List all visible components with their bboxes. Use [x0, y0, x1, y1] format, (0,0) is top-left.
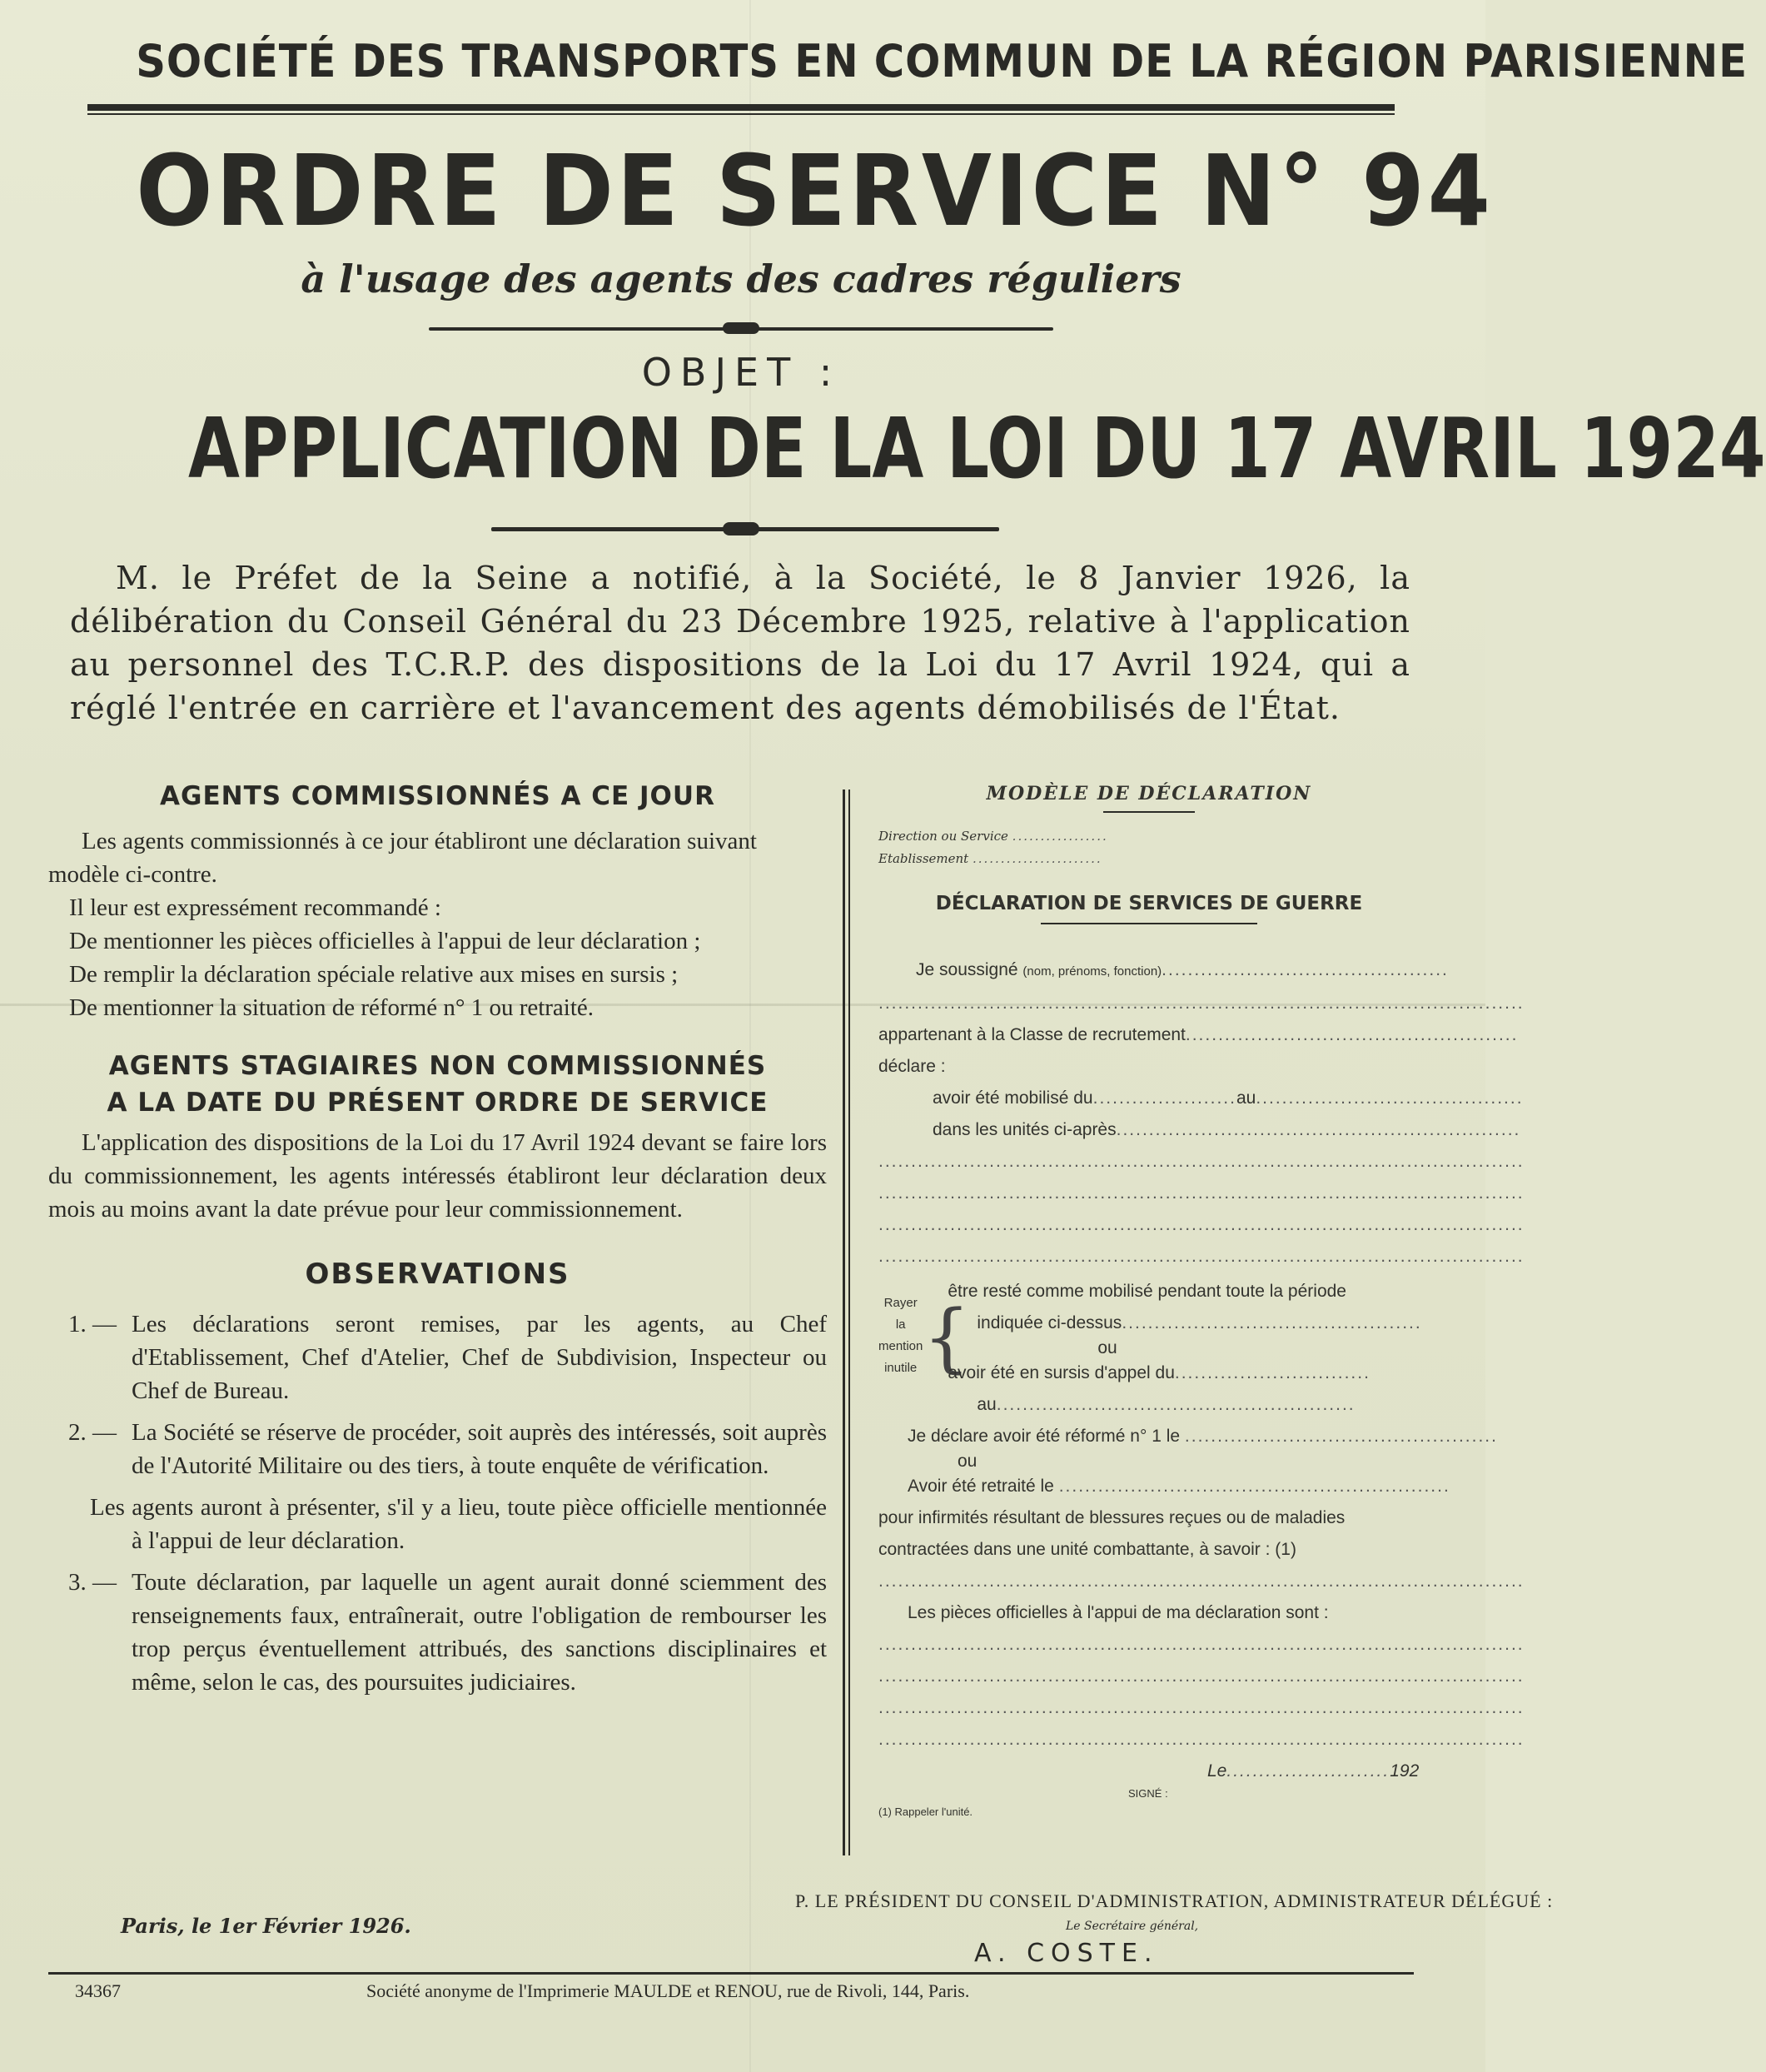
- je-soussigne-field: Je soussigné (nom, prénoms, fonction)............................................: [916, 960, 1449, 979]
- blank-line: ...................................................................................................: [878, 1571, 1525, 1591]
- section-title-trainees-line2: A LA DATE DU PRÉSENT ORDRE DE SERVICE: [107, 1088, 769, 1118]
- order-subtitle: à l'usage des agents des cadres réguliers: [301, 257, 1181, 301]
- observation-text: Les agents auront à présenter, s'il y a lieu, toute pièce officielle mentionnée à l'appui de leur déclaration.: [90, 1494, 827, 1554]
- column-divider: [843, 789, 845, 1855]
- observation-text: Toute déclaration, par laquelle un agent aurait donné sciemment des renseignements faux, entraînerait, outre l'obligation de rembourser les trop perçus éventuellement attribués, des sanctions disciplinaires et même, selon le cas, des poursuites judiciaires.: [132, 1569, 827, 1696]
- declaration-title: DÉCLARATION DE SERVICES DE GUERRE: [935, 893, 1363, 914]
- blank-line: ...................................................................................................: [878, 994, 1525, 1013]
- ornament-dot: [723, 322, 759, 334]
- paragraph: De mentionner la situation de réformé n° 1 ou retraité.: [69, 994, 594, 1021]
- signature-label: SIGNÉ :: [1128, 1787, 1168, 1800]
- ou-text: ou: [958, 1452, 978, 1471]
- paragraph: Il leur est expressément recommandé :: [69, 894, 441, 921]
- observation-number: 1. —: [68, 1311, 117, 1337]
- rayer-block: [878, 1276, 1420, 1421]
- reste-mobilise-text: être resté comme mobilisé pendant toute la période: [948, 1282, 1346, 1301]
- blank-line: ...................................................................................................: [878, 1698, 1525, 1717]
- paragraph: De mentionner les pièces officielles à l'appui de leur déclaration ;: [69, 928, 701, 954]
- classe-field: appartenant à la Classe de recrutement...................................................: [878, 1025, 1519, 1044]
- observation-item: [48, 1566, 827, 1699]
- ou-text: ou: [1097, 1338, 1117, 1357]
- rayer-note: Rayer la mention inutile: [878, 1296, 923, 1375]
- issue-date: Paris, le 1er Février 1926.: [121, 1914, 411, 1938]
- model-title: MODÈLE DE DÉCLARATION: [986, 783, 1312, 804]
- blank-line: ...................................................................................................: [878, 1247, 1525, 1266]
- sursis-field: avoir été en sursis d'appel du..............................: [948, 1363, 1371, 1382]
- direction-field: Direction ou Service .................: [878, 829, 1108, 844]
- observation-item: [48, 1307, 827, 1407]
- observations-title: OBSERVATIONS: [305, 1258, 570, 1291]
- etablissement-field: Etablissement .......................: [878, 851, 1102, 866]
- header-rule: [87, 104, 1395, 111]
- blank-line: ...................................................................................................: [878, 1183, 1525, 1203]
- section-title-commissioned: AGENTS COMMISSIONNÉS A CE JOUR: [160, 781, 715, 811]
- mobilise-field: avoir été mobilisé du......................au.........................................: [933, 1088, 1524, 1108]
- observation-text: La Société se réserve de procéder, soit auprès des intéressés, soit auprès de l'Autorité Militaire ou des tiers, à toute enquête de vérification.: [132, 1419, 827, 1479]
- print-number: 34367: [75, 1980, 121, 2001]
- header-rule-thin: [87, 113, 1395, 115]
- declare-label: déclare :: [878, 1057, 946, 1076]
- paragraph: De remplir la déclaration spéciale relative aux mises en sursis ;: [69, 961, 679, 988]
- object-title: APPLICATION DE LA LOI DU 17 AVRIL 1924: [188, 400, 1766, 497]
- retraite-field: Avoir été retraité le ............................................................: [908, 1477, 1450, 1496]
- observation-text: Les déclarations seront remises, par les agents, au Chef d'Etablissement, Chef d'Atelier, Chef de Subdivision, Inspecteur ou Chef de Bureau.: [132, 1311, 827, 1404]
- reforme-field: Je déclare avoir été réformé n° 1 le ................................................: [908, 1427, 1498, 1446]
- pieces-text: Les pièces officielles à l'appui de ma déclaration sont :: [908, 1603, 1329, 1622]
- intro-paragraph: M. le Préfet de la Seine a notifié, à la Société, le 8 Janvier 1926, la délibération du Conseil Général du 23 Décembre 1925, relative à l'application au personnel des T.C.R.P. des dispositions de la Loi du 17 Avril 1924, qui a réglé l'entrée en carrière et l'avancement des agents démobilisés de l'État.: [70, 560, 1410, 726]
- ornament-dot: [723, 522, 759, 535]
- observation-number: 2. —: [68, 1419, 117, 1446]
- president-line: P. LE PRÉSIDENT DU CONSEIL D'ADMINISTRATION, ADMINISTRATEUR DÉLÉGUÉ :: [795, 1890, 1554, 1911]
- column-divider: [848, 789, 850, 1855]
- date-field: Le.........................192: [1207, 1761, 1420, 1781]
- sursis-au-field: au.......................................................: [977, 1395, 1356, 1414]
- company-name: SOCIÉTÉ DES TRANSPORTS EN COMMUN DE LA RÉGION PARISIENNE: [136, 35, 1748, 87]
- observation-number: 3. —: [68, 1569, 117, 1596]
- order-title: ORDRE DE SERVICE N° 94: [136, 133, 1494, 248]
- unites-field: dans les unités ci-après..............................................................: [933, 1120, 1521, 1139]
- footnote: (1) Rappeler l'unité.: [878, 1806, 973, 1818]
- infirmites-text: contractées dans une unité combattante, à savoir : (1): [878, 1540, 1296, 1559]
- secretary-label: Le Secrétaire général,: [1066, 1920, 1199, 1933]
- footer-rule: [48, 1972, 1414, 1975]
- declaration-model: [878, 783, 1525, 1824]
- object-label: OBJET :: [641, 350, 841, 395]
- blank-line: ...................................................................................................: [878, 1666, 1525, 1686]
- infirmites-text: pour infirmités résultant de blessures reçues ou de maladies: [878, 1508, 1346, 1527]
- printer-line: Société anonyme de l'Imprimerie MAULDE et RENOU, rue de Rivoli, 144, Paris.: [366, 1980, 970, 2001]
- blank-line: ...................................................................................................: [878, 1152, 1525, 1171]
- signatory-name: A. COSTE.: [974, 1939, 1159, 1968]
- brace: {: [923, 1294, 971, 1382]
- observation-item: [48, 1416, 827, 1482]
- observation-item: [48, 1491, 827, 1557]
- indiquee-field: indiquée ci-dessus..............................................: [977, 1313, 1422, 1332]
- paragraph: Les agents commissionnés à ce jour établiront une déclaration suivant modèle ci-contre.: [48, 828, 757, 888]
- blank-line: ...................................................................................................: [878, 1730, 1525, 1749]
- section-title-trainees: AGENTS STAGIAIRES NON COMMISSIONNÉS: [108, 1051, 767, 1081]
- left-column: [48, 781, 827, 1699]
- blank-line: ...................................................................................................: [878, 1215, 1525, 1234]
- paragraph: L'application des dispositions de la Loi du 17 Avril 1924 devant se faire lors du commissionnement, les agents intéressés établiront leur déclaration deux mois au moins avant la date prévue pour leur commissionnement.: [48, 1129, 827, 1223]
- blank-line: ...................................................................................................: [878, 1635, 1525, 1654]
